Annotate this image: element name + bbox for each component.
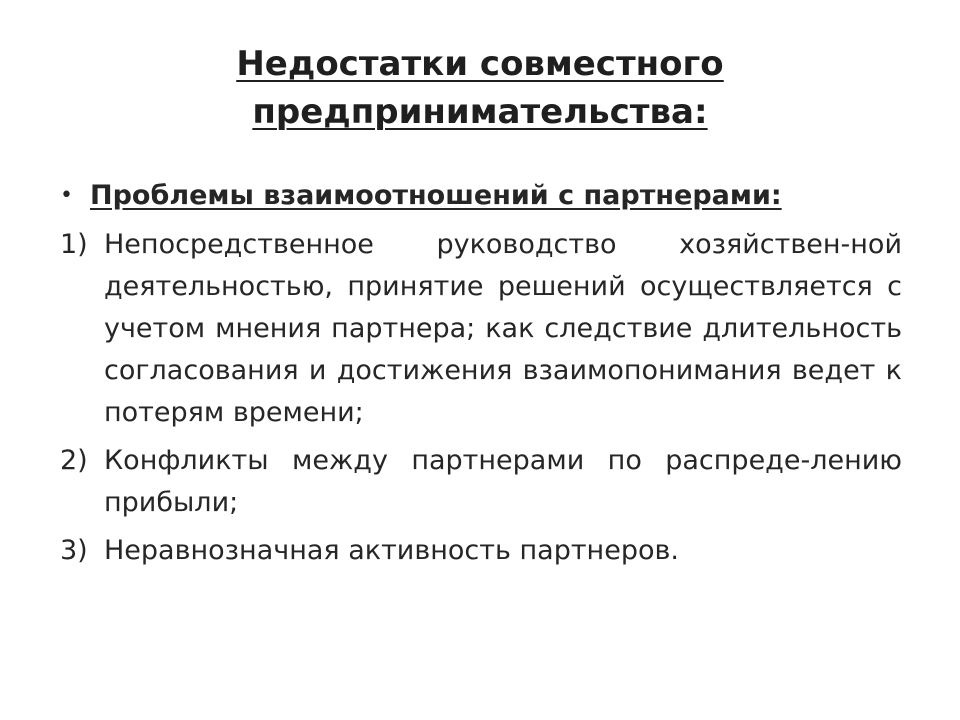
slide-content [60,175,902,578]
list-item-number: 3) [60,535,88,566]
list-item-text: Непосредственное руководство хозяйствен-ной деятельностью, принятие решений осуществляется с учетом мнения партнера; как следствие длительность согласования и достижения взаимопонимания ведет к потерям времени; [104,229,902,428]
list-item [60,440,902,524]
bullet-heading-row [60,175,902,217]
bullet-heading: Проблемы взаимоотношений с партнерами: [90,180,782,211]
list-item-number: 1) [60,229,88,260]
title-line-2: предпринимательства: [252,92,708,132]
bullet-icon: • [60,183,73,208]
slide-title [0,40,960,136]
list-item [60,530,902,572]
list-item-text: Конфликты между партнерами по распреде-лению прибыли; [104,445,902,518]
list-item [60,224,902,434]
list-item-number: 2) [60,445,88,476]
list-item-text: Неравнозначная активность партнеров. [104,535,679,566]
title-line-1: Недостатки совместного [236,44,724,84]
